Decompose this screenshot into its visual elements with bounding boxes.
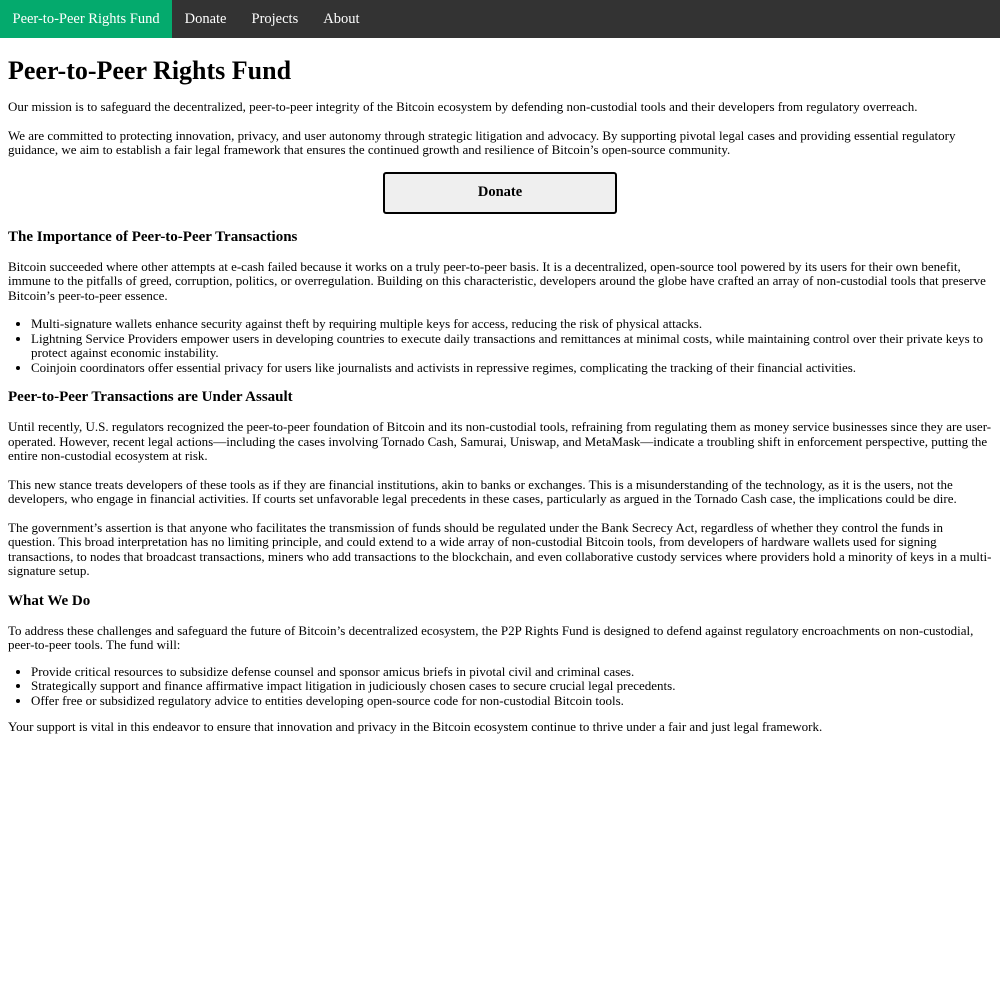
closing-paragraph: Your support is vital in this endeavor to ensure that innovation and privacy in the Bitcoin ecosystem continue to thrive under a fair and just legal framework.	[8, 719, 823, 734]
commitment-paragraph: We are committed to protecting innovation, privacy, and user autonomy through strategic litigation and advocacy. By supporting pivotal legal cases and providing essential regulatory guidance, we aim to establish a fair legal framework that ensures the continued growth and resilience of Bitcoin’s open-source community.	[8, 127, 956, 157]
list-item: • Provide critical resources to subsidize defense counsel and sponsor amicus briefs in pivotal civil and criminal cases.	[31, 665, 992, 680]
main-content	[0, 56, 1000, 735]
importance-paragraph: Bitcoin succeeded where other attempts at e-cash failed because it works on a truly peer-to-peer basis. It is a decentralized, open-source tool powered by its users for their own benefit, immune to the pitfalls of greed, corruption, politics, or overregulation. Building on this characteristic, developers around the globe have crafted an array of non-custodial tools that preserve Bitcoin’s peer-to-peer essence.	[8, 258, 986, 303]
list-item: • Multi-signature wallets enhance security against theft by requiring multiple keys for access, reducing the risk of physical attacks.	[31, 317, 992, 332]
assault-paragraph-1: Until recently, U.S. regulators recognized the peer-to-peer foundation of Bitcoin and its non-custodial tools, refraining from regulating them as money service businesses since they are user-operated. However, recent legal actions—including the cases involving Tornado Cash, Samurai, Uniswap, and MetaMask—indicate a troubling shift in enforcement perspective, putting the entire non-custodial ecosystem at risk.	[8, 419, 992, 463]
list-item: • Coinjoin coordinators offer essential privacy for users like journalists and activists in repressive regimes, complicating the tracking of their financial activities.	[31, 361, 992, 376]
donate-button[interactable]: Donate	[383, 172, 617, 214]
importance-list	[8, 317, 992, 375]
list-item: • Strategically support and finance affirmative impact litigation in judiciously chosen cases to secure crucial legal precedents.	[31, 679, 992, 694]
page-title: Peer-to-Peer Rights Fund	[8, 56, 292, 85]
donate-button-container	[8, 172, 992, 214]
nav-donate-link[interactable]: Donate	[184, 10, 227, 27]
nav-projects-link[interactable]: Projects	[251, 10, 299, 27]
what-we-do-paragraph: To address these challenges and safeguard the future of Bitcoin’s decentralized ecosystem, the P2P Rights Fund is designed to defend against regulatory encroachments on non-custodial, peer-to-peer tools. The fund will:	[8, 622, 974, 652]
assault-paragraph-3: The government’s assertion is that anyone who facilitates the transmission of funds should be regulated under the Bank Secrecy Act, regardless of whether they control the funds in question. This broad interpretation has no limiting principle, and could extend to a wide array of non-custodial Bitcoin tools, from developers of hardware wallets used for signing transactions, to nodes that broadcast transactions, miners who add transactions to the blockchain, and even collaborative custody services where providers hold a minority of keys in a multi-signature setup.	[8, 519, 992, 578]
what-we-do-list	[8, 665, 992, 709]
assault-paragraph-2: This new stance treats developers of these tools as if they are financial institutions, akin to banks or exchanges. This is a misunderstanding of the technology, as it is the users, not the developers, who engage in financial activities. If courts set unfavorable legal precedents in these cases, particularly as argued in the Tornado Cash case, the implications could be dire.	[8, 476, 957, 506]
what-we-do-heading: What We Do	[8, 592, 91, 609]
list-item: • Offer free or subsidized regulatory advice to entities developing open-source code for non-custodial Bitcoin tools.	[31, 694, 992, 709]
top-navigation	[0, 0, 1000, 38]
importance-heading: The Importance of Peer-to-Peer Transactions	[8, 228, 298, 245]
nav-home-link[interactable]: Peer-to-Peer Rights Fund	[0, 0, 172, 38]
nav-about-link[interactable]: About	[323, 10, 360, 27]
assault-heading: Peer-to-Peer Transactions are Under Assault	[8, 389, 293, 405]
list-item: • Lightning Service Providers empower users in developing countries to execute daily transactions and remittances at minimal costs, while maintaining control over their private keys to protect against economic instability.	[31, 332, 992, 361]
mission-paragraph: Our mission is to safeguard the decentralized, peer-to-peer integrity of the Bitcoin ecosystem by defending non-custodial tools and their developers from regulatory overreach.	[8, 99, 918, 114]
